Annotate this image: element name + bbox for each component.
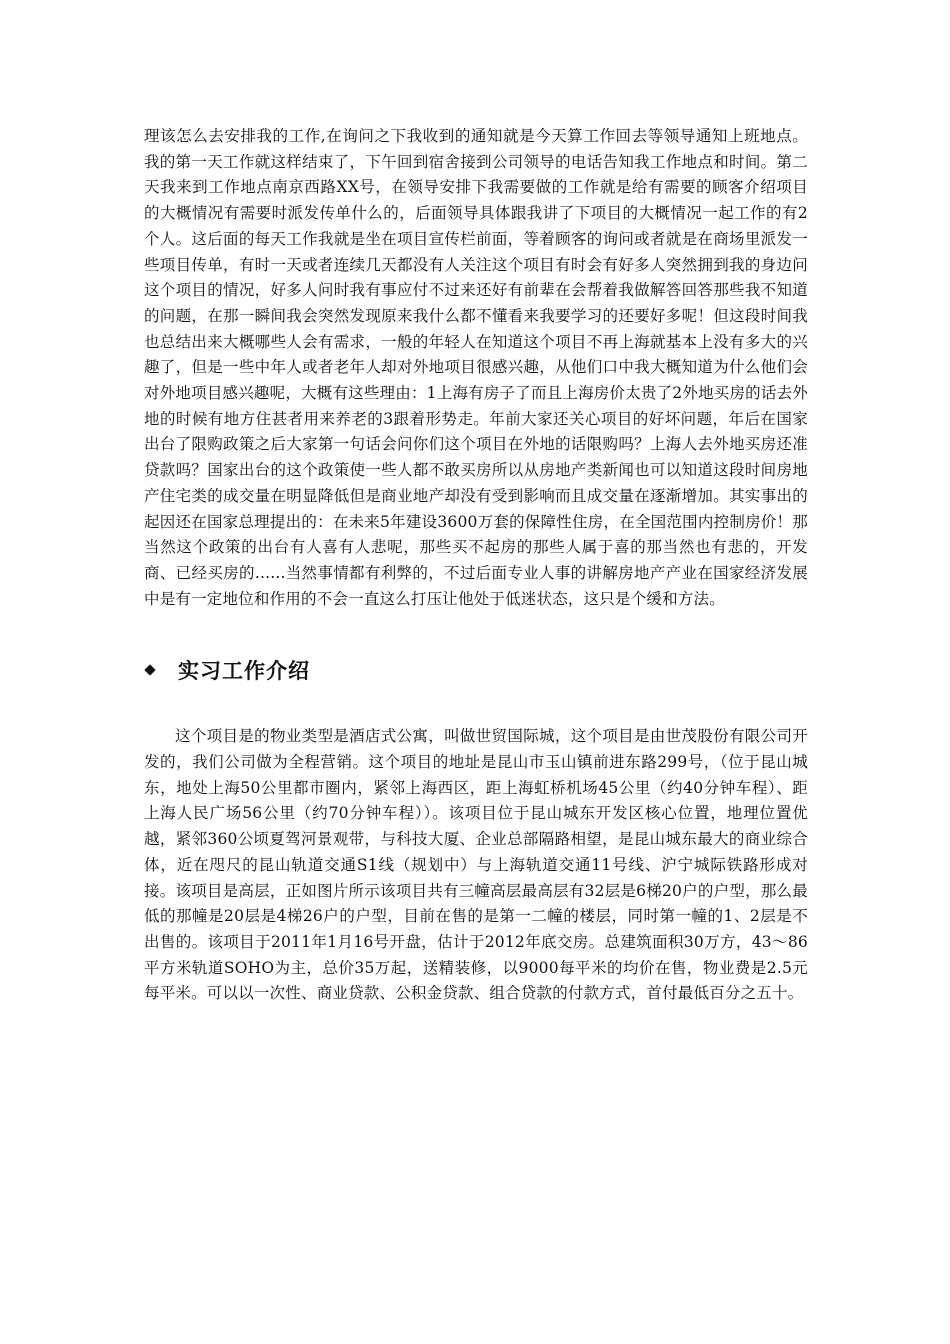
body-paragraph-2: 这个项目是的物业类型是酒店式公寓，叫做世贸国际城，这个项目是由世茂股份有限公司开发的，我们公司做为全程营销。这个项目的地址是昆山市玉山镇前进东路299号，（位于昆山城东，地处上海50公里都市圈内，紧邻上海西区，距上海虹桥机场45公里（约40分钟车程）、距上海人民广场56公里（约70分钟车程））。该项目位于昆山城东开发区核心位置，地理位置优越，紧邻360公顷夏驾河景观带，与科技大厦、企业总部隔路相望，是昆山城东最大的商业综合体，近在咫尺的昆山轨道交通S1线（规划中）与上海轨道交通11号线、沪宁城际铁路形成对接。该项目是高层，正如图片所示该项目共有三幢高层最高层有32层是6梯20户的户型，那么最低的那幢是20层是4梯26户的户型，目前在售的是第一二幢的楼层，同时第一幢的1、2层是不出售的。该项目于2011年1月16号开盘，估计于2012年底交房。总建筑面积30万方，43～86平方米轨道SOHO为主，总价35万起，送精装修，以9000每平米的均价在售，物业费是2.5元每平米。可以以一次性、商业贷款、公积金贷款、组合贷款的付款方式，首付最低百分之五十。: [144, 727, 808, 1003]
diamond-bullet-icon: [144, 665, 155, 676]
body-paragraph-1: 理该怎么去安排我的工作,在询问之下我收到的通知就是今天算工作回去等领导通知上班地点。我的第一天工作就这样结束了，下午回到宿舍接到公司领导的电话告知我工作地点和时间。第二天我来到工作地点南京西路XX号，在领导安排下我需要做的工作就是给有需要的顾客介绍项目的大概情况有需要时派发传单什么的，后面领导具体跟我讲了下项目的大概情况一起工作的有2个人。这后面的每天工作我就是坐在项目宣传栏前面，等着顾客的询问或者就是在商场里派发一些项目传单，有时一天或者连续几天都没有人关注这个项目有时会有好多人突然拥到我的身边问这个项目的情况，好多人问时我有事应付不过来还好有前辈在会帮着我做解答回答那些我不知道的问题，在那一瞬间我会突然发现原来我什么都不懂看来我要学习的还要好多呢！但这段时间我也总结出来大概哪些人会有需求，一般的年轻人在知道这个项目不再上海就基本上没有多大的兴趣了，但是一些中年人或者老年人却对外地项目很感兴趣，从他们口中我大概知道为什么他们会对外地项目感兴趣呢，大概有这些理由：1上海有房子了而且上海房价太贵了2外地买房的话去外地的时候有地方住甚者用来养老的3跟着形势走。年前大家还关心项目的好坏问题，年后在国家出台了限购政策之后大家第一句话会问你们这个项目在外地的话限购吗？上海人去外地买房还准贷款吗？国家出台的这个政策使一些人都不敢买房所以从房地产类新闻也可以知道这段时间房地产住宅类的成交量在明显降低但是商业地产却没有受到影响而且成交量在逐渐增加。其实事出的起因还在国家总理提出的：在未来5年建设3600万套的保障性住房，在全国范围内控制房价！那当然这个政策的出台有人喜有人悲呢，那些买不起房的那些人属于喜的那当然也有悲的，开发商、已经买房的......当然事情都有利弊的，不过后面专业人事的讲解房地产产业在国家经济发展中是有一定地位和作用的不会一直这么打压让他处于低迷状态，这只是个缓和方法。: [144, 127, 808, 608]
section-heading-text: 实习工作介绍: [178, 659, 310, 684]
section-heading: [144, 652, 808, 688]
document-body: [144, 124, 808, 1007]
